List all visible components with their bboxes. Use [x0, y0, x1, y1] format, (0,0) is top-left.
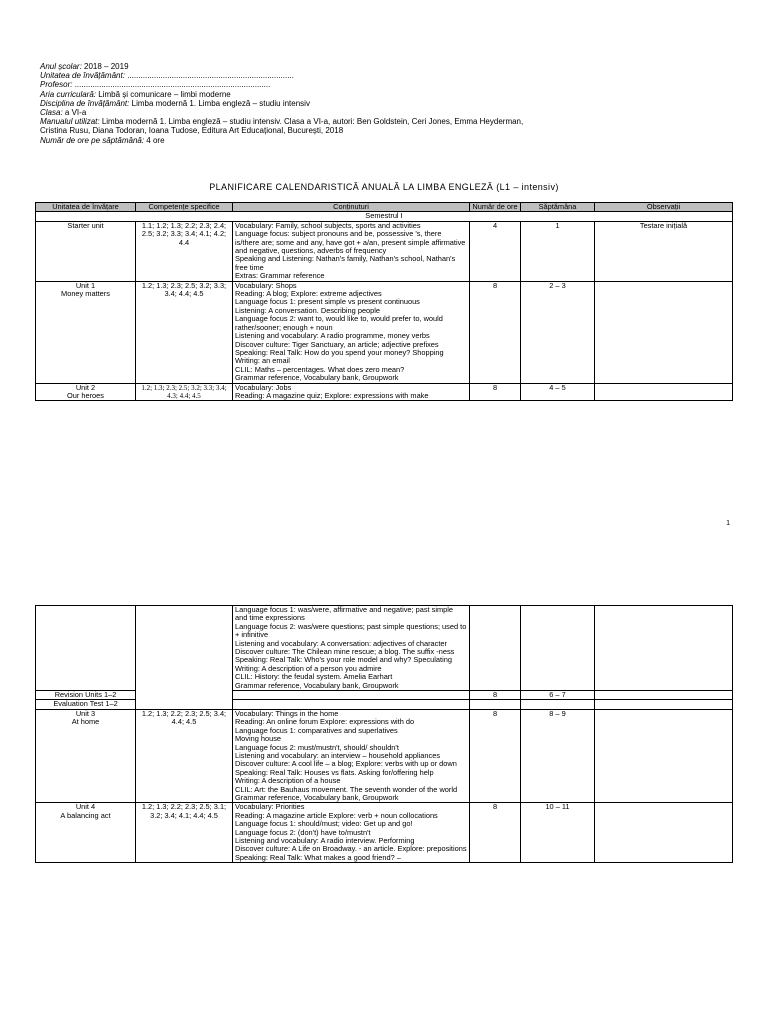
content-line: Speaking: Real Talk: Who's your role model and why? Speculating — [235, 655, 452, 665]
competences-cell — [136, 606, 233, 710]
content-line: Listening and vocabulary: A radio interview. Performing — [235, 835, 415, 845]
hours-cell — [470, 606, 521, 691]
week-cell: 4 – 5 — [521, 383, 595, 401]
competences-cell: 1.2; 1.3; 2.3; 2.5; 3.2; 3.3; 3.4; 4.4; 4.5 — [136, 281, 233, 383]
table-row — [36, 709, 733, 802]
unit-title: Starter unit — [67, 220, 104, 230]
observations-cell — [595, 691, 733, 700]
contents-cell — [233, 383, 470, 401]
unit-cell — [36, 221, 136, 281]
content-line: Listening and vocabulary: A conversation: adjectives of character — [235, 638, 447, 648]
teacher-value: ........................................................................................ — [74, 80, 271, 90]
week-cell: 6 – 7 — [521, 691, 595, 700]
competences-cell: 1.1; 1.2; 1.3; 2.2; 2.3; 2.4; 2.5; 3.2; 3.3; 3.4; 4.1; 4.2; 4.4 — [136, 221, 233, 281]
header-unit: Unitatea de învățare — [36, 203, 136, 212]
school-value: ........................................................................... — [127, 71, 294, 81]
content-line: CLIL: History: the feudal system. Amelia Earhart — [235, 672, 393, 682]
observations-cell — [595, 606, 733, 691]
competences-cell: 1.2; 1.3; 2.2; 2.3; 2.5; 3.1; 3.2; 3.4; 4.1; 4.4; 4.5 — [136, 803, 233, 863]
contents-cell — [233, 700, 470, 709]
content-line: Speaking: Real Talk: What makes a good friend? – — [235, 852, 401, 862]
contents-cell — [233, 709, 470, 802]
teacher-label: Profesor: — [40, 80, 73, 90]
week-cell: 1 — [521, 221, 595, 281]
content-line: Discover culture: A Life on Broadway. - an article. Explore: prepositions — [235, 844, 467, 854]
unit-cell — [36, 281, 136, 383]
observations-cell — [595, 709, 733, 802]
class-value: a VI-a — [64, 108, 87, 118]
content-line: Vocabulary: Jobs — [235, 382, 292, 392]
content-line: Listening and vocabulary: an interview – household appliances — [235, 750, 441, 760]
semester-label: Semestrul I — [36, 212, 733, 221]
content-line: Moving house — [235, 734, 282, 744]
content-line: Grammar reference, Vocabulary bank, Groupwork — [235, 373, 399, 383]
content-line: Vocabulary: Things in the home — [235, 708, 339, 718]
header-competences: Competențe specifice — [136, 203, 233, 212]
contents-cell — [233, 803, 470, 863]
content-line: Reading: An online forum Explore: expressions with do — [235, 717, 415, 727]
page-2 — [0, 605, 768, 1024]
content-line: Discover culture: Tiger Sanctuary, an article; adjective prefixes — [235, 339, 439, 349]
table-row — [36, 281, 733, 383]
observations-cell — [595, 803, 733, 863]
planning-table — [35, 202, 733, 401]
unit-cell — [36, 383, 136, 401]
year-value: 2018 – 2019 — [84, 62, 129, 71]
unit-title: Unit 2 — [75, 382, 96, 392]
discipline-value: Limba modernă 1. Limba engleză – studiu intensiv — [131, 98, 310, 108]
content-line: Discover culture: A cool life – a blog; Explore: verbs with up or down — [235, 759, 457, 769]
content-line: Speaking: Real Talk: How do you spend your money? Shopping — [235, 347, 444, 357]
page-number: 1 — [726, 520, 730, 527]
unit-cell — [36, 803, 136, 863]
content-line: Language focus 1: present simple vs present continuous — [235, 297, 420, 307]
content-line: Listening: A conversation. Describing people — [235, 305, 381, 315]
unit-cell — [36, 606, 136, 691]
contents-cell — [233, 221, 470, 281]
content-line: Language focus 1: should/must; video: Get up and go! — [235, 819, 413, 829]
week-cell: 10 – 11 — [521, 803, 595, 863]
area-value: Limbă și comunicare – limbi moderne — [98, 89, 231, 99]
content-line: Vocabulary: Family, school subjects, sports and activities — [235, 220, 421, 230]
content-line: Language focus 2: (don't) have to/mustn't — [235, 827, 371, 837]
content-line: CLIL: Maths – percentages. What does zero mean? — [235, 364, 405, 374]
hours-cell: 8 — [470, 709, 521, 802]
content-line: Speaking: Real Talk: Houses vs flats. Asking for/offering help — [235, 767, 434, 777]
content-line: Listening and vocabulary: A radio programme, money verbs — [235, 331, 430, 341]
content-line: Language focus 1: comparatives and superlatives — [235, 725, 398, 735]
document-metadata — [40, 62, 740, 145]
page-gap — [0, 553, 768, 605]
table-row — [36, 803, 733, 863]
content-line: Extras: Grammar reference — [235, 271, 325, 281]
table-row — [36, 606, 733, 691]
content-line: Language focus: subject pronouns and be, possessive 's, there is/there are; some and any, have got + a/an, present simple affirmative and negative, questions, adverbs of frequency — [235, 229, 466, 256]
content-line: Reading: A magazine quiz; Explore: expressions with make — [235, 390, 429, 400]
header-hours: Număr de ore — [470, 203, 521, 212]
content-line: Language focus 2: must/mustn't, should/ shouldn't — [235, 742, 399, 752]
content-line: Language focus 2: want to, would like to, would prefer to, would rather/sooner; enough + noun — [235, 314, 443, 332]
week-cell — [521, 606, 595, 691]
content-line: Reading: A magazine article Explore: verb + noun collocations — [235, 810, 438, 820]
manual-value-cont: Cristina Rusu, Diana Todoran, Ioana Tudose, Editura Art Educațional, București, 2018 — [40, 126, 344, 136]
unit-title: Unit 4 — [75, 802, 96, 812]
hours-cell — [470, 700, 521, 709]
content-line: Vocabulary: Priorities — [235, 802, 305, 812]
content-line: Writing: an email — [235, 356, 290, 366]
area-label: Aria curriculară: — [40, 89, 97, 99]
unit-title: Unit 1 — [75, 280, 96, 290]
unit-title: Unit 3 — [75, 708, 96, 718]
unit-subtitle: A balancing act — [60, 810, 111, 820]
unit-cell: Revision Units 1–2 — [36, 691, 136, 700]
table-row — [36, 383, 733, 401]
page-title: PLANIFICARE CALENDARISTICĂ ANUALĂ LA LIMBA ENGLEZĂ (L1 – intensiv) — [209, 182, 559, 192]
hours-cell: 8 — [470, 691, 521, 700]
header-observations: Observații — [595, 203, 733, 212]
content-line: Grammar reference, Vocabulary bank, Groupwork — [235, 792, 399, 802]
hours-label: Număr de ore pe săptămână: — [40, 135, 145, 145]
year-label: Anul școlar: — [40, 62, 82, 71]
observations-cell — [595, 700, 733, 709]
content-line: Writing: A description of a person you admire — [235, 663, 382, 673]
unit-subtitle: Money matters — [61, 289, 110, 299]
table-row — [36, 221, 733, 281]
unit-subtitle: At home — [71, 717, 100, 727]
week-cell — [521, 700, 595, 709]
header-week: Săptămâna — [521, 203, 595, 212]
contents-cell — [233, 691, 470, 700]
content-line: Speaking and Listening: Nathan's family, Nathan's school, Nathan's free time — [235, 254, 456, 272]
contents-cell — [233, 606, 470, 691]
unit-cell: Evaluation Test 1–2 — [36, 700, 136, 709]
hours-cell: 8 — [470, 281, 521, 383]
week-cell: 8 – 9 — [521, 709, 595, 802]
competences-cell: 1.2; 1.3; 2.2; 2.3; 2.5; 3.4; 4.4; 4.5 — [136, 709, 233, 802]
manual-label: Manualul utilizat: — [40, 117, 100, 127]
content-line: Language focus 1: was/were, affirmative and negative; past simple and time expressions — [235, 605, 454, 623]
header-contents: Conținuturi — [233, 203, 470, 212]
semester-row — [36, 212, 733, 221]
observations-cell — [595, 383, 733, 401]
content-line: CLIL: Art: the Bauhaus movement. The seventh wonder of the world — [235, 784, 458, 794]
competences-cell: 1.2; 1.3; 2.3; 2.5; 3.2; 3.3; 3.4; 4.3; 4.4; 4.5 — [136, 383, 233, 401]
observations-cell: Testare inițială — [595, 221, 733, 281]
hours-cell: 4 — [470, 221, 521, 281]
class-label: Clasa: — [40, 108, 63, 118]
content-line: Writing: A description of a house — [235, 776, 341, 786]
discipline-label: Disciplina de învățământ: — [40, 98, 130, 108]
manual-value: Limba modernă 1. Limba engleză – studiu intensiv. Clasa a VI-a, autori: Ben Goldstein, Ceri Jones, Emma Heyderman, — [101, 117, 524, 127]
content-line: Discover culture: The Chilean mine rescue; a blog. The suffix -ness — [235, 647, 455, 657]
hours-value: 4 ore — [146, 135, 165, 145]
observations-cell — [595, 281, 733, 383]
content-line: Reading: A blog; Explore: extreme adjectives — [235, 289, 382, 299]
hours-cell: 8 — [470, 803, 521, 863]
content-line: Vocabulary: Shops — [235, 280, 297, 290]
week-cell: 2 – 3 — [521, 281, 595, 383]
hours-cell: 8 — [470, 383, 521, 401]
planning-table-continued — [35, 605, 733, 863]
unit-cell — [36, 709, 136, 802]
content-line: Language focus 2: was/were questions; past simple questions; used to + infinitive — [235, 621, 467, 640]
unit-subtitle: Our heroes — [67, 390, 104, 400]
content-line: Grammar reference, Vocabulary bank, Groupwork — [235, 680, 399, 690]
school-label: Unitatea de învățământ: — [40, 71, 125, 81]
contents-cell — [233, 281, 470, 383]
